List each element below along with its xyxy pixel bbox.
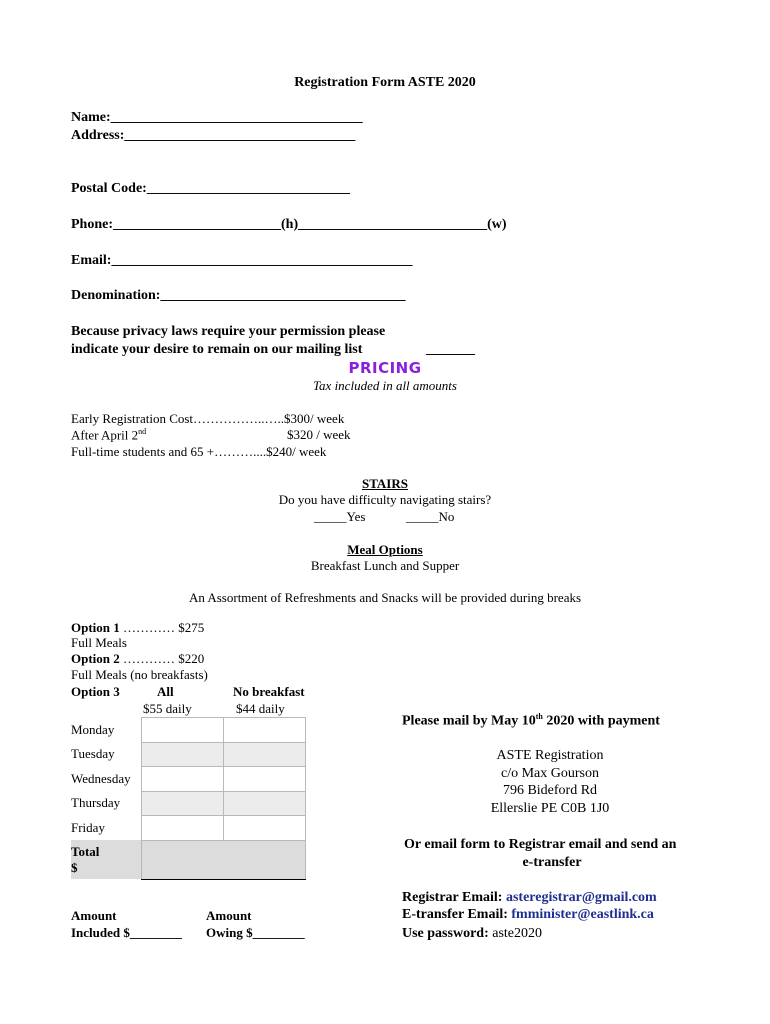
- page-title: Registration Form ASTE 2020: [294, 75, 476, 90]
- password-label: Use password:: [402, 926, 493, 941]
- email-instructions-line2: e-transfer: [522, 855, 582, 870]
- tuesday-all-cell[interactable]: [142, 742, 224, 767]
- mail-address-line1: ASTE Registration: [496, 748, 604, 763]
- postal-code-field[interactable]: Postal Code:_____________________________: [71, 181, 350, 196]
- pricing-heading: PRICING: [348, 359, 422, 377]
- option2-price: ………… $220: [119, 651, 205, 666]
- amount-included-field[interactable]: Included $________: [71, 925, 182, 940]
- table-row: [71, 816, 306, 841]
- denomination-field[interactable]: Denomination:___________________________________: [71, 288, 406, 303]
- address-field[interactable]: Address:_________________________________: [71, 128, 356, 143]
- registrar-email-label: Registrar Email:: [402, 890, 506, 905]
- student-senior-price: Full-time students and 65 +………....$240/ week: [71, 444, 327, 459]
- thursday-all-cell[interactable]: [142, 791, 224, 816]
- column-no-breakfast-header: No breakfast: [233, 684, 305, 699]
- option3-label: Option 3: [71, 684, 120, 699]
- table-row: [71, 742, 306, 767]
- etransfer-email-link[interactable]: fmminister@eastlink.ca: [511, 907, 654, 922]
- refreshments-note: An Assortment of Refreshments and Snacks will be provided during breaks: [188, 590, 582, 605]
- table-row: [71, 767, 306, 792]
- registrar-email-line: [402, 890, 657, 906]
- mail-deadline-suffix: 2020 with payment: [542, 713, 660, 729]
- amount-included-label: Amount: [71, 908, 117, 923]
- tax-note: Tax included in all amounts: [313, 378, 457, 393]
- mail-deadline: [402, 712, 660, 730]
- meal-option3-table: [71, 717, 306, 880]
- wednesday-no-breakfast-cell[interactable]: [224, 767, 306, 792]
- meal-options-heading: Meal Options: [347, 542, 423, 557]
- table-row: [71, 791, 306, 816]
- option2-line: [71, 651, 204, 667]
- monday-no-breakfast-cell[interactable]: [224, 718, 306, 743]
- etransfer-email-line: [402, 907, 654, 923]
- option1-desc: Full Meals: [71, 635, 127, 650]
- amount-owing-label: Amount: [206, 908, 252, 923]
- column-all-price: $55 daily: [143, 701, 192, 716]
- total-row: [71, 840, 306, 879]
- total-amount-cell[interactable]: [142, 840, 306, 879]
- total-label: [71, 840, 142, 879]
- stairs-question: Do you have difficulty navigating stairs?: [278, 492, 492, 507]
- option1-price: ………… $275: [119, 620, 205, 635]
- registrar-email-link[interactable]: asteregistrar@gmail.com: [505, 890, 657, 905]
- day-label: Friday: [71, 819, 105, 835]
- email-instructions-line1: Or email form to Registrar email and send an: [404, 837, 677, 852]
- name-field[interactable]: Name:____________________________________: [71, 110, 363, 125]
- option2-label: Option 2: [71, 651, 120, 666]
- mail-address-line3: 796 Bideford Rd: [502, 783, 598, 798]
- after-april-sup: nd: [138, 427, 147, 436]
- column-all-header: All: [157, 684, 174, 699]
- mail-address-line2: c/o Max Gourson: [501, 766, 599, 781]
- mail-deadline-sup: th: [535, 712, 543, 721]
- option1-label: Option 1: [71, 620, 120, 635]
- phone-field[interactable]: Phone:________________________(h)___________________________(w): [71, 217, 507, 232]
- total-label-line1: Total: [71, 843, 100, 859]
- stairs-heading: STAIRS: [361, 476, 408, 491]
- day-label: Thursday: [71, 795, 121, 811]
- option2-desc: Full Meals (no breakfasts): [71, 667, 208, 682]
- password-value: aste2020: [492, 926, 542, 941]
- etransfer-email-label: E-transfer Email:: [402, 907, 512, 922]
- amount-owing-field[interactable]: Owing $________: [206, 925, 305, 940]
- day-label: Tuesday: [71, 746, 115, 762]
- wednesday-all-cell[interactable]: [142, 767, 224, 792]
- mailing-list-blank[interactable]: _______: [426, 342, 475, 357]
- tuesday-no-breakfast-cell[interactable]: [224, 742, 306, 767]
- day-label: Wednesday: [71, 770, 131, 786]
- after-april-amount: $320 / week: [287, 427, 351, 442]
- password-line: [402, 926, 542, 942]
- mail-address-line4: Ellerslie PE C0B 1J0: [490, 801, 610, 816]
- email-field[interactable]: Email:___________________________________________: [71, 253, 413, 268]
- thursday-no-breakfast-cell[interactable]: [224, 791, 306, 816]
- total-label-line2: $: [71, 859, 78, 875]
- stairs-yes-option[interactable]: _____Yes: [314, 509, 366, 524]
- after-april-label: After April 2: [71, 427, 139, 443]
- after-april-price: [71, 427, 146, 443]
- table-row: [71, 718, 306, 743]
- privacy-text-line2: indicate your desire to remain on our mailing list: [71, 342, 363, 357]
- early-registration-price: Early Registration Cost……………..…..$300/ week: [71, 411, 345, 426]
- privacy-text-line1: Because privacy laws require your permission please: [71, 324, 386, 339]
- monday-all-cell[interactable]: [142, 718, 224, 743]
- friday-all-cell[interactable]: [142, 816, 224, 841]
- day-label: Monday: [71, 721, 115, 737]
- column-no-breakfast-price: $44 daily: [236, 701, 285, 716]
- friday-no-breakfast-cell[interactable]: [224, 816, 306, 841]
- option1-line: [71, 620, 204, 636]
- mail-deadline-prefix: Please mail by May 10: [402, 713, 536, 729]
- meal-options-subheading: Breakfast Lunch and Supper: [310, 558, 460, 573]
- stairs-no-option[interactable]: _____No: [406, 509, 455, 524]
